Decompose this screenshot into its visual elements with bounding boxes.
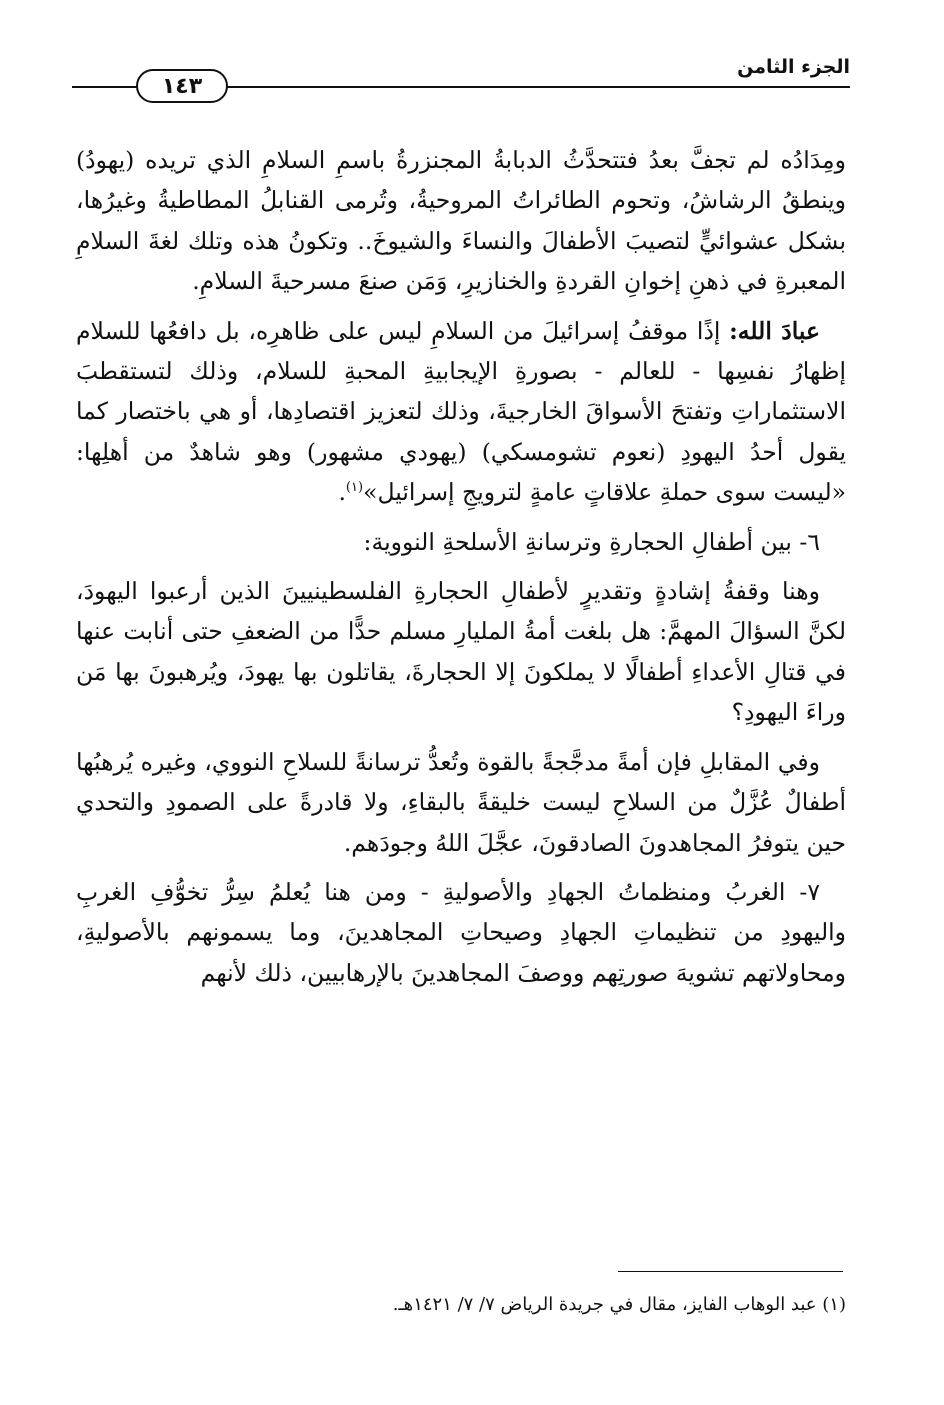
paragraph-2	[76, 311, 846, 513]
paragraph-3: وهنا وقفةُ إشادةٍ وتقديرٍ لأطفالِ الحجارةِ الفلسطينيينَ الذين أرعبوا اليهودَ، لكنَّ السؤالَ المهمَّ: هل بلغت أمةُ المليارِ مسلم حدًّا من الضعفِ حتى أنابت عنها في قتالِ الأعداءِ أطفالًا لا يملكونَ إلا الحجارةَ، يقاتلون بها يهودَ، ويُرهبونَ بها مَن وراءَ اليهودِ؟	[76, 577, 846, 727]
paragraph-2-text: إذًا موقفُ إسرائيلَ من السلامِ ليس على ظاهرِه، بل دافعُها للسلام إظهارُ نفسِها - للعالم - بصورةِ الإيجابيةِ المحبةِ للسلام، وذلك لتستقطبَ الاستثماراتِ وتفتحَ الأسواقَ الخارجيةَ، وذلك لتعزيز اقتصادِها، أو هي باختصار كما يقول أحدُ اليهودِ (نعوم تشومسكي) (يهودي مشهور) وهو شاهدٌ من أهلِها: «ليست سوى حملةِ علاقاتٍ عامةٍ لترويجِ إسرائيل»	[76, 316, 846, 507]
footnote-divider	[618, 1271, 843, 1272]
part-title: الجزء الثامن	[727, 56, 850, 78]
page-number: ١٤٣	[136, 69, 228, 103]
section-heading-6: ٦- بين أطفالِ الحجارةِ وترسانةِ الأسلحةِ النووية:	[363, 527, 820, 556]
paragraph-4: وفي المقابلِ فإن أمةً مدجَّجةً بالقوة وتُعدُّ ترسانةً للسلاحِ النووي، وغيره يُرهبُها أطفالٌ عُزَّلٌ من السلاحِ ليست خليقةً بالبقاءِ، ولا قادرةً على الصمودِ والتحدي حين يتوفرُ المجاهدونَ الصادقونَ، عجَّلَ اللهُ وجودَهم.	[76, 747, 846, 857]
page-header	[72, 56, 850, 106]
footnote-reference: (١)	[345, 480, 364, 496]
footnote: (١) عبد الوهاب الفايز، مقال في جريدة الرياض ٧/ ٧/ ١٤٢١هـ.	[392, 1294, 846, 1315]
paragraph-2-end: .	[338, 478, 346, 507]
page-body	[76, 140, 846, 1002]
paragraph-2-lead: عبادَ الله:	[729, 316, 820, 345]
paragraph-1: ومِدَادُه لم تجفَّ بعدُ فتتحدَّثُ الدبابةُ المجنزرةُ باسمِ السلامِ الذي تريده (يهودُ) وينطقُ الرشاشُ، وتحوم الطائراتُ المروحيةُ، وتُرمى القنابلُ المطاطيةُ وغيرُها، بشكل عشوائيٍّ لتصيبَ الأطفالَ والنساءَ والشيوخَ.. وتكونُ هذه وتلك لغةَ السلامِ المعبرةِ في ذهنِ إخوانِ القردةِ والخنازيرِ، وَمَن صنعَ مسرحيةَ السلامِ.	[76, 146, 846, 296]
paragraph-5: ٧- الغربُ ومنظماتُ الجهادِ والأصوليةِ - ومن هنا يُعلمُ سِرُّ تخوُّفِ الغربِ واليهودِ من تنظيماتِ الجهادِ وصيحاتِ المجاهدينَ، وما يسمونهم بالأصوليةِ، ومحاولاتهم تشويهَ صورتِهم ووصفَ المجاهدينَ بالإرهابيين، ذلك لأنهم	[76, 877, 846, 987]
